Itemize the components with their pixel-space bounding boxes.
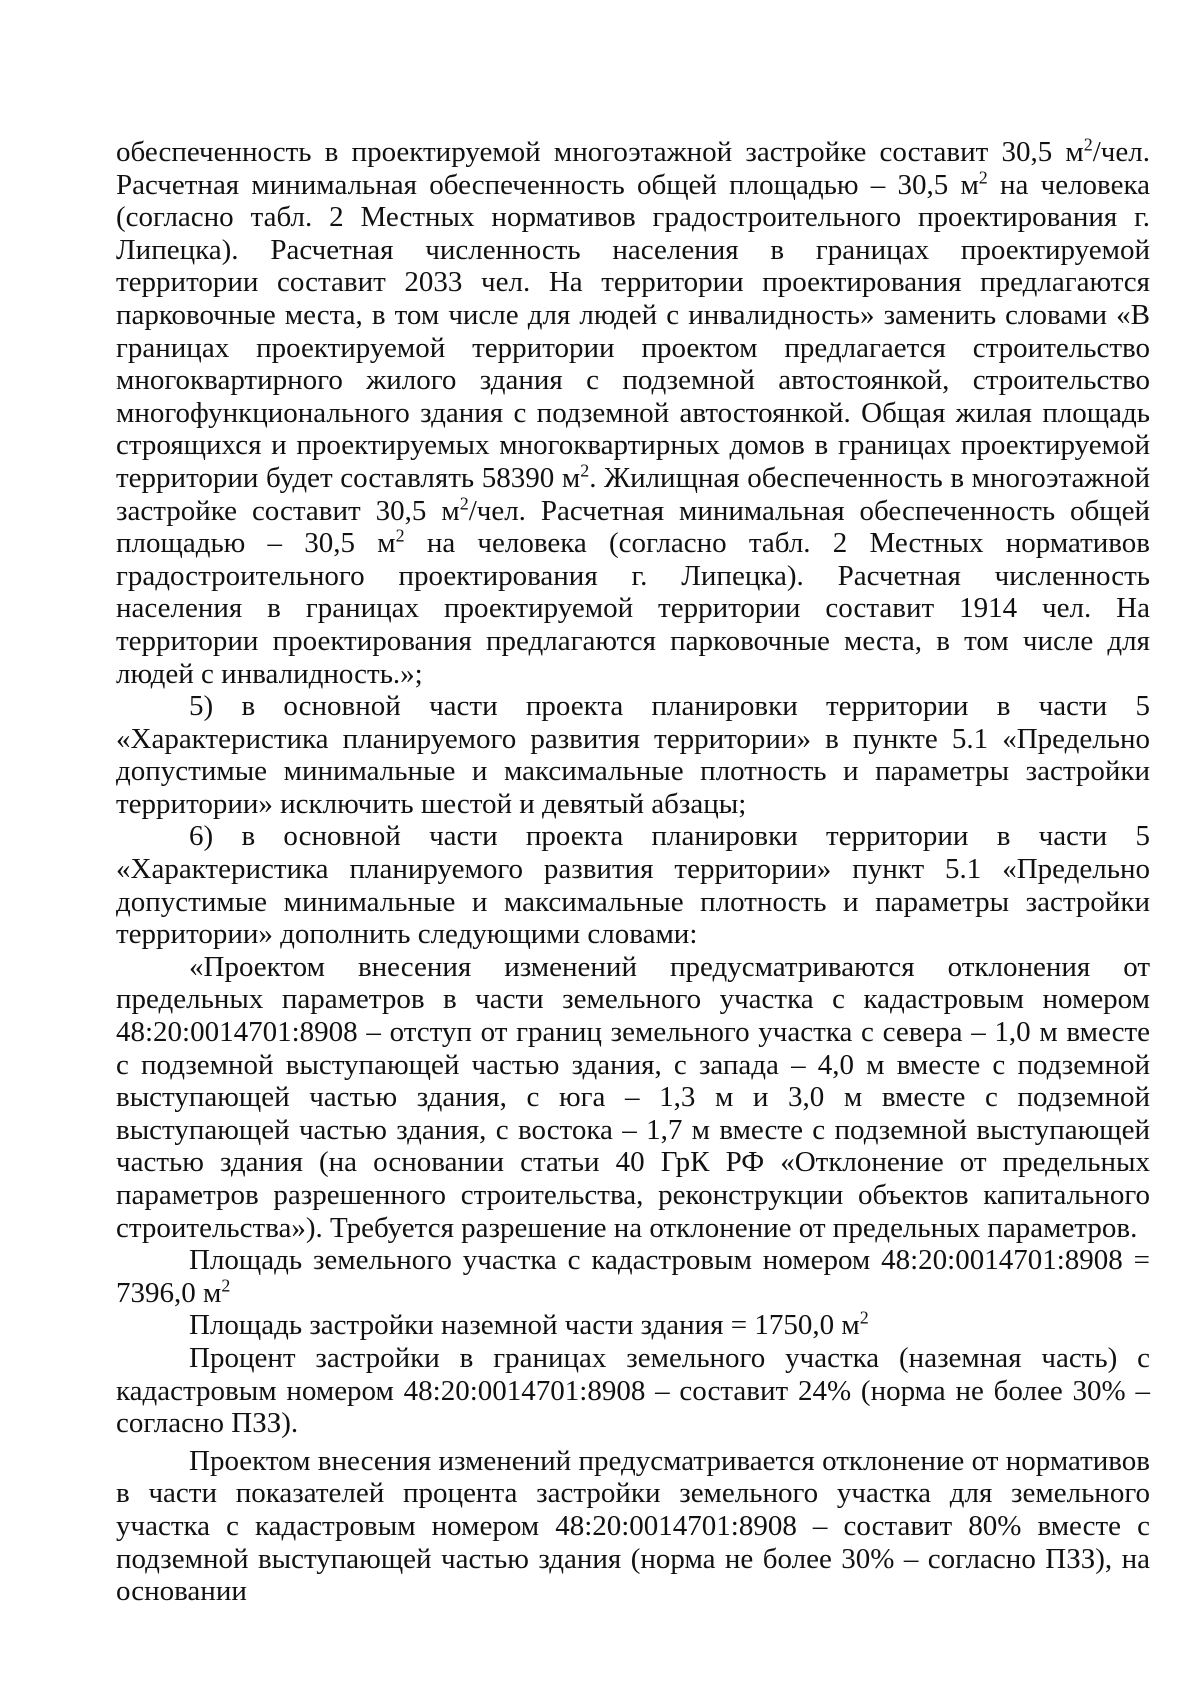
superscript: 2: [859, 1307, 869, 1328]
text-run: 6) в основной части проекта планировки территории в части 5 «Характеристика планируемого развития территории» пункт 5.1 «Предельно допустимые минимальные и максимальные плотность и параметры застройки территории» дополнить следующими словами:: [116, 820, 1150, 951]
superscript: 2: [580, 460, 590, 481]
text-run: Процент застройки в границах земельного участка (наземная часть) с кадастровым номером 48:20:0014701:8908 – составит 24% (норма не более 30% – согласно ПЗЗ).: [116, 1341, 1150, 1440]
paragraph-p4: [116, 951, 1150, 1244]
paragraph-p6: [116, 1309, 1150, 1342]
superscript: 2: [459, 492, 469, 513]
text-run: на человека (согласно табл. 2 Местных нормативов градостроительного проектирования г. Липецка). Расчетная численность населения в границах проектируемой территории составит 2033 чел. На территории проектирования предлагаются парковочные места, в том числе для людей с инвалидность» заменить словами «В границах проектируемой территории проектом предлагается строительство многоквартирного жилого здания с подземной автостоянкой, строительство многофункционального здания с подземной автостоянкой. Общая жилая площадь строящихся и проектируемых многоквартирных домов в границах проектируемой территории будет составлять 58390 м: [116, 168, 1150, 494]
document-page: [116, 136, 1150, 1608]
paragraph-p5: [116, 1244, 1150, 1309]
superscript: 2: [395, 525, 405, 546]
paragraph-p3: [116, 820, 1150, 950]
paragraph-p2: [116, 690, 1150, 820]
text-run: . Жилищная обеспеченность в многоэтажной застройке составит 30,5 м: [116, 461, 1150, 527]
superscript: 2: [221, 1275, 231, 1296]
text-run: Площадь земельного участка с кадастровым номером 48:20:0014701:8908 = 7396,0 м: [116, 1244, 1150, 1309]
text-run: Площадь застройки наземной части здания = 1750,0 м: [189, 1309, 860, 1342]
text-run: обеспеченность в проектируемой многоэтажной застройке составит 30,5 м: [116, 136, 1084, 168]
text-run: /чел. Расчетная минимальная обеспеченность общей площадью – 30,5 м: [116, 494, 1150, 560]
text-run: «Проектом внесения изменений предусматриваются отклонения от предельных параметров в части земельного участка с кадастровым номером 48:20:0014701:8908 – отступ от границ земельного участка с севера – 1,0 м вместе с подземной выступающей частью здания, с запада – 4,0 м вместе с подземной выступающей частью здания, с юга – 1,3 м и 3,0 м вместе с подземной выступающей частью здания, с востока – 1,7 м вместе с подземной выступающей частью здания (на основании статьи 40 ГрК РФ «Отклонение от предельных параметров разрешенного строительства, реконструкции объектов капитального строительства»). Требуется разрешение на отклонение от предельных параметров.: [116, 950, 1150, 1244]
paragraph-p7: [116, 1342, 1150, 1440]
paragraph-p1: [116, 136, 1150, 690]
text-run: Проектом внесения изменений предусматривается отклонение от нормативов в части показателей процента застройки земельного участка для земельного участка с кадастровым номером 48:20:0014701:8908 – составит 80% вместе с подземной выступающей частью здания (норма не более 30% – согласно ПЗЗ), на основании: [116, 1444, 1150, 1608]
superscript: 2: [1083, 134, 1093, 155]
text-run: /чел. Расчетная минимальная обеспеченность общей площадью – 30,5 м: [116, 136, 1150, 201]
text-run: 5) в основной части проекта планировки территории в части 5 «Характеристика планируемого развития территории» в пункте 5.1 «Предельно допустимые минимальные и максимальные плотность и параметры застройки территории» исключить шестой и девятый абзацы;: [116, 690, 1150, 820]
paragraph-p8: [116, 1445, 1150, 1608]
superscript: 2: [978, 166, 988, 187]
text-run: на человека (согласно табл. 2 Местных нормативов градостроительного проектирования г. Липецка). Расчетная численность населения в границах проектируемой территории составит 1914 чел. На территории проектирования предлагаются парковочные места, в том числе для людей с инвалидность.»;: [116, 527, 1150, 690]
